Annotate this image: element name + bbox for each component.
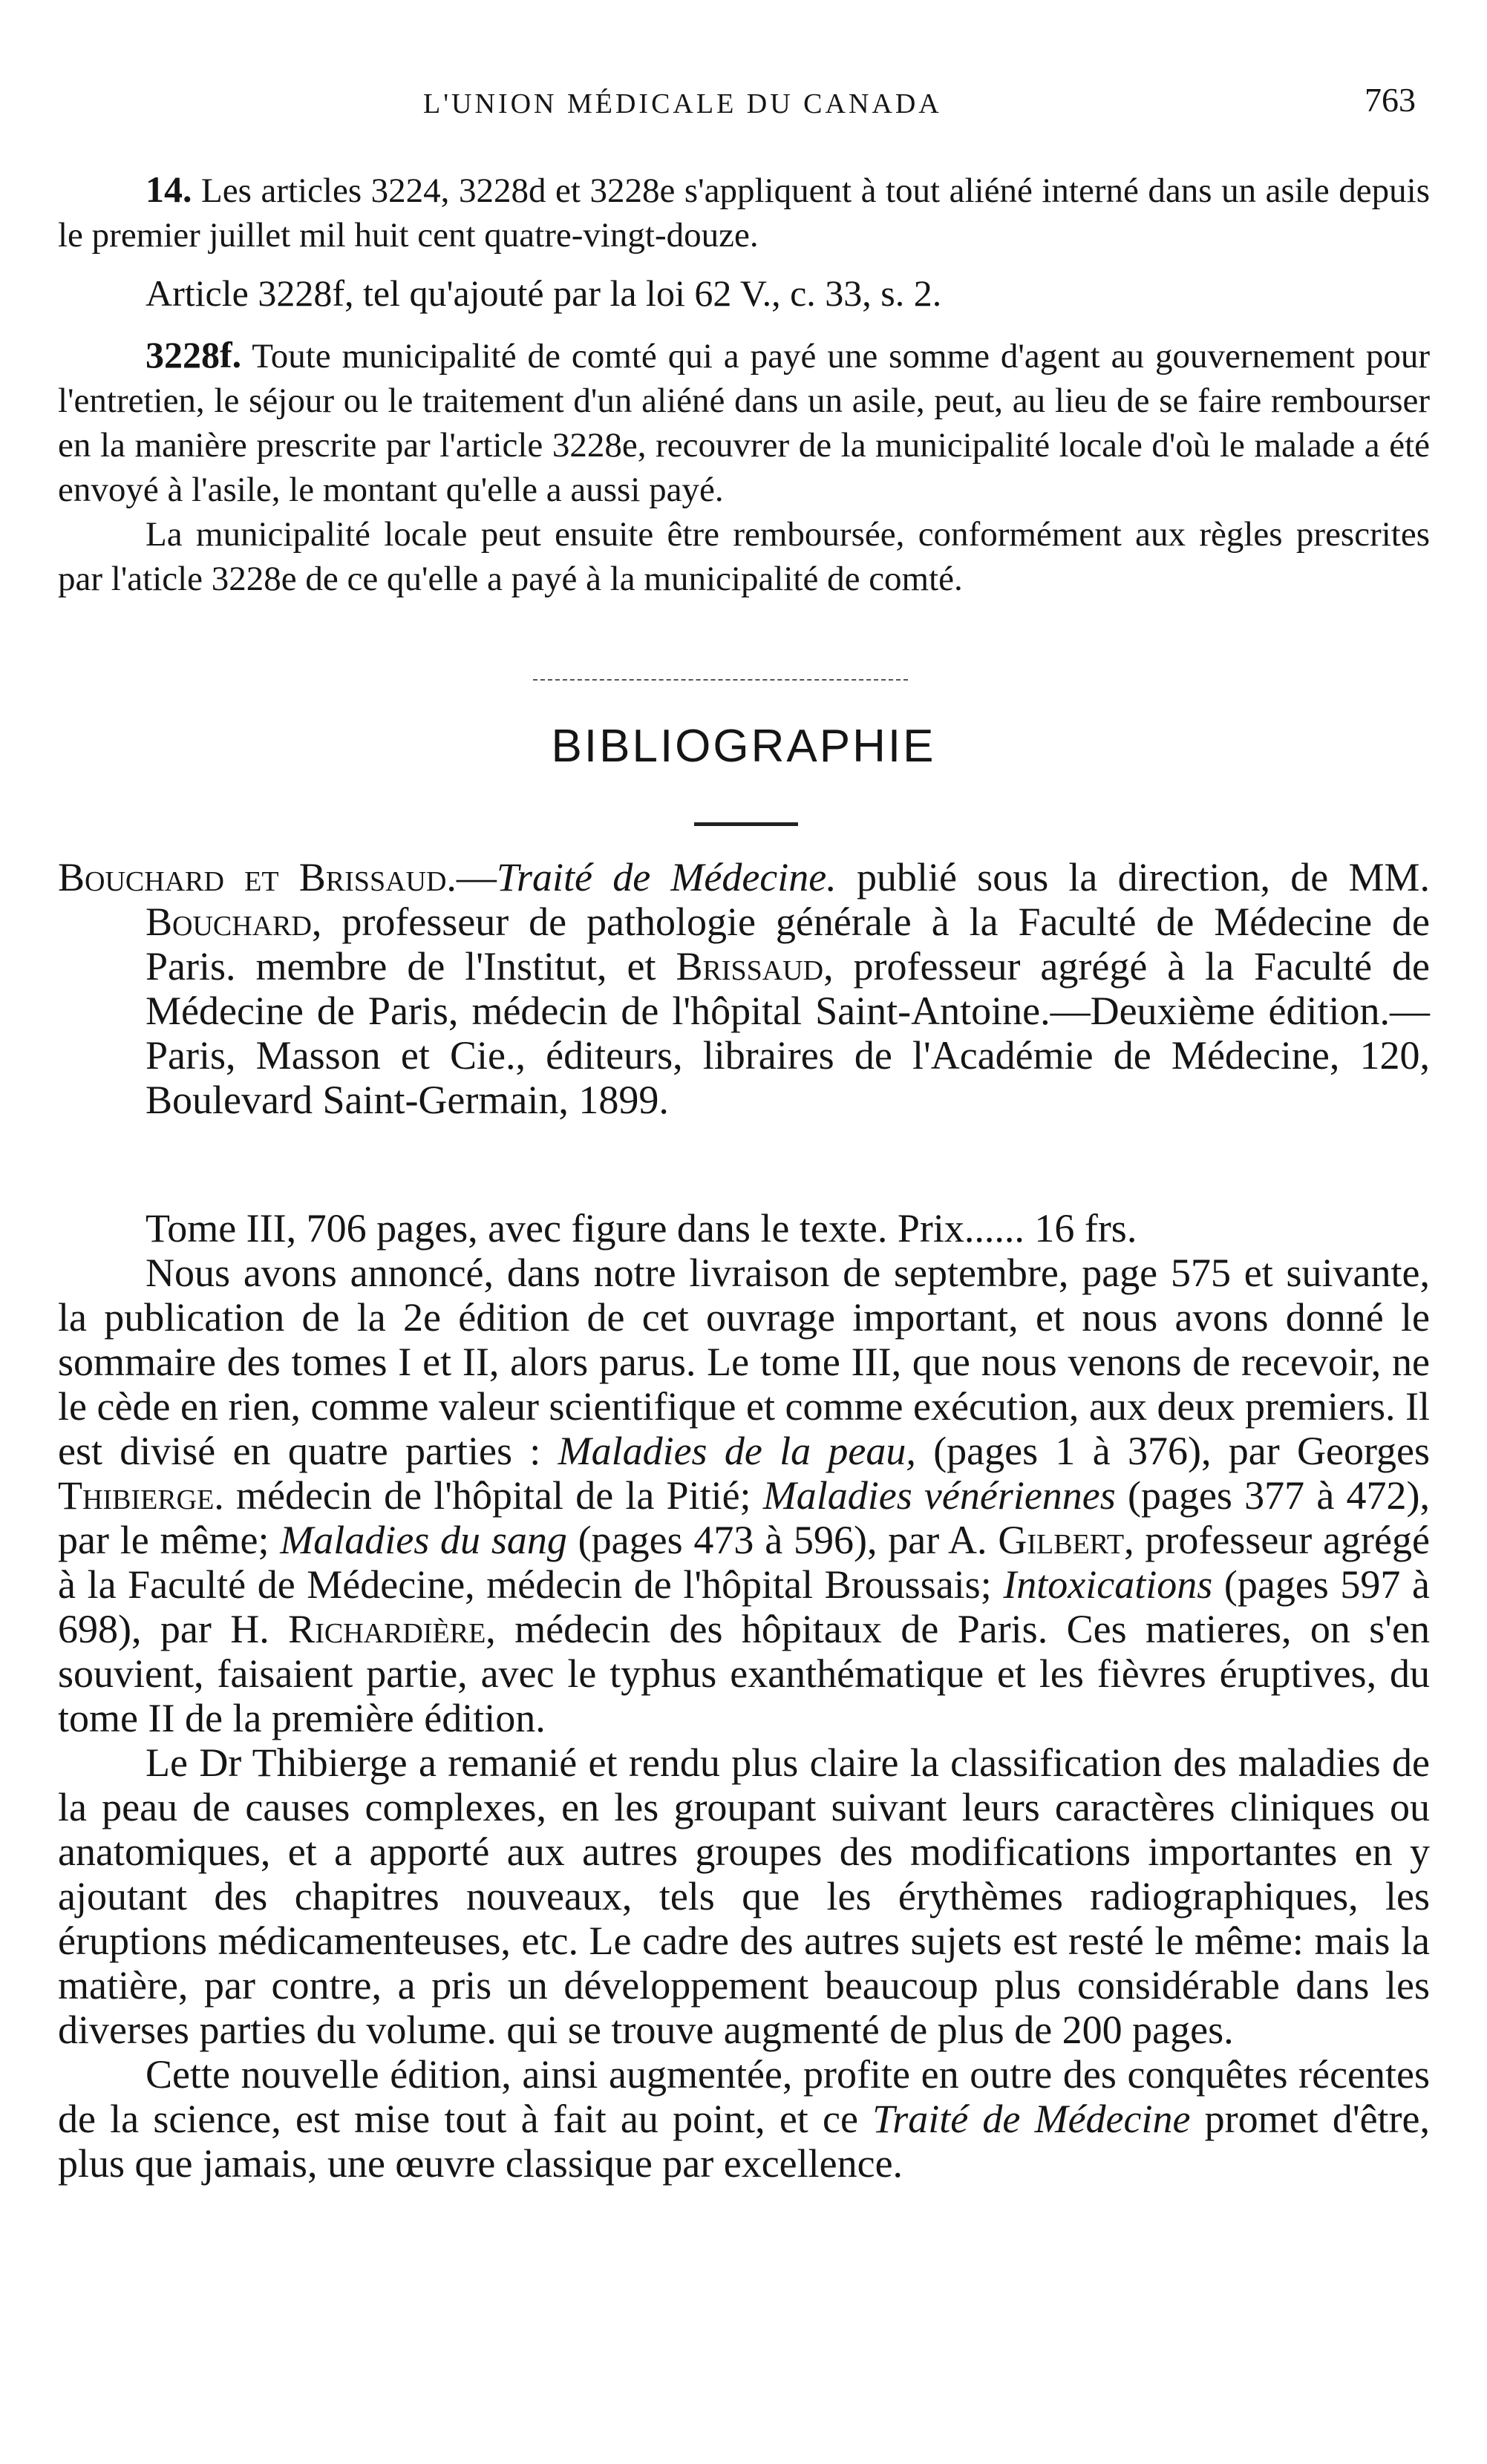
p1-text-h: , médecin des hôpitaux de Paris. Ces matieres, on s'en souvient, faisaient partie, avec le typhus exanthématique et les fièvres éruptives, du tome II de la première édition. — [58, 1607, 1430, 1740]
review-body — [58, 1206, 1430, 2186]
p1-text-e: (pages 473 à 596), par A. — [566, 1518, 999, 1562]
review-paragraph-2: Le Dr Thibierge a remanié et rendu plus claire la classification des maladies de la peau de causes complexes, en les groupant suivant leurs caractères cliniques ou anatomiques, et a apporté aux autres groupes des modifications importantes en y ajoutant des chapitres nouveaux, tels que les érythèmes radiographiques, les éruptions médicamenteuses, etc. Le cadre des autres sujets est resté le même: mais la matière, par contre, a pris un développement beaucoup plus considérable dans les diverses parties du volume. qui se trouve augmenté de plus de 200 pages. — [58, 1740, 1430, 2052]
p3-text-b: promet d'être, plus que jamais, une œuvre classique par excellence. — [58, 2097, 1430, 2186]
p1-text-b: (pages 1 à 376), par Georges — [915, 1429, 1430, 1473]
p1-text-d: (pages 377 à 472), par le même; — [58, 1473, 1430, 1562]
tome-line: Tome III, 706 pages, avec figure dans le texte. Prix...... 16 frs. — [146, 1206, 1137, 1251]
p1-name-richardiere: Richardière — [288, 1607, 486, 1651]
article-14-number: 14. — [146, 168, 192, 210]
review-paragraph-3 — [58, 2052, 1430, 2186]
p1-venereal-diseases: Maladies vénériennes — [762, 1473, 1116, 1518]
entry-authors: Bouchard et Brissaud. — [58, 855, 457, 900]
entry-text-c: , professeur agrégé à la Faculté de Médecine de Paris, médecin de l'hôpital Saint-Antoine.—Deuxième édition.—Paris, Masson et Cie., éditeurs, libraires de l'Académie de Médecine, 120, Boulevard Saint-Germain, 1899. — [146, 944, 1430, 1122]
p1-text-c: . médecin de l'hôpital de la Pitié; — [214, 1473, 763, 1518]
p1-name-thibierge: Thibierge — [58, 1473, 215, 1518]
entry-name-brissaud: Brissaud — [676, 944, 824, 989]
p1-name-gilbert: Gilbert — [998, 1518, 1125, 1562]
article-3228f-number: 3228f. — [146, 334, 242, 376]
section-title: BIBLIOGRAPHIE — [551, 721, 936, 772]
local-municipality-paragraph: La municipalité locale peut ensuite être remboursée, conformément aux règles prescrites par l'aticle 3228e de ce qu'elle a payé à la municipalité de comté. — [58, 515, 1430, 598]
p3-text-a: Cette nouvelle édition, ainsi augmentée, profite en outre des conquêtes récentes de la science, est mise tout à fait au point, et ce — [58, 2052, 1430, 2141]
article-3228f-text: Toute municipalité de comté qui a payé une somme d'agent au gouvernement pour l'entretien, le séjour ou le traitement d'un aliéné dans un asile, peut, au lieu de se faire rembourser en la manière prescrite par l'article 3228e, recouvrer de la municipalité locale d'où le malade a été envoyé à l'asile, le montant qu'elle a aussi payé. — [58, 337, 1430, 509]
section-divider — [533, 679, 908, 681]
p1-text-g: (pages 597 à 698), par H. — [58, 1562, 1430, 1651]
bibliography-entry — [58, 855, 1430, 1122]
p3-title: Traité de Médecine — [872, 2097, 1191, 2141]
entry-text-b: , professeur de pathologie générale à la Faculté de Médecine de Paris. membre de l'Institut, et — [146, 900, 1430, 989]
p1-intoxications: Intoxications — [1003, 1562, 1213, 1607]
page-number: 763 — [1365, 81, 1416, 119]
p1-text-f: , professeur agrégé à la Faculté de Médecine, médecin de l'hôpital Broussais; — [58, 1518, 1430, 1607]
entry-text-a: publié sous la direction, de MM. — [836, 855, 1430, 900]
article-14 — [58, 167, 1430, 258]
article-heading: Article 3228f, tel qu'ajouté par la loi 62 V., c. 33, s. 2. — [146, 272, 942, 314]
p1-blood-diseases: Maladies du sang — [280, 1518, 567, 1562]
review-paragraph-1 — [58, 1251, 1430, 1740]
running-head: L'UNION MÉDICALE DU CANADA — [423, 88, 942, 119]
entry-dash: — — [456, 855, 497, 900]
p1-text-a: Nous avons annoncé, dans notre livraison de septembre, page 575 et suivante, la publication de la 2e édition de cet ouvrage important, et nous avons donné le sommaire des tomes I et II, alors parus. Le tome III, que nous venons de recevoir, ne le cède en rien, comme valeur scientifique et comme exécution, aux deux premiers. Il est divisé en quatre parties : — [58, 1251, 1430, 1473]
article-3228f — [58, 332, 1430, 601]
title-rule — [694, 822, 798, 826]
p1-skin-diseases: Maladies de la peau, — [558, 1429, 916, 1473]
entry-name-bouchard: Bouchard — [146, 900, 312, 944]
article-14-text: Les articles 3224, 3228d et 3228e s'appliquent à tout aliéné interné dans un asile depuis le premier juillet mil huit cent quatre-vingt-douze. — [58, 171, 1430, 255]
entry-title: Traité de Médecine. — [496, 855, 837, 900]
